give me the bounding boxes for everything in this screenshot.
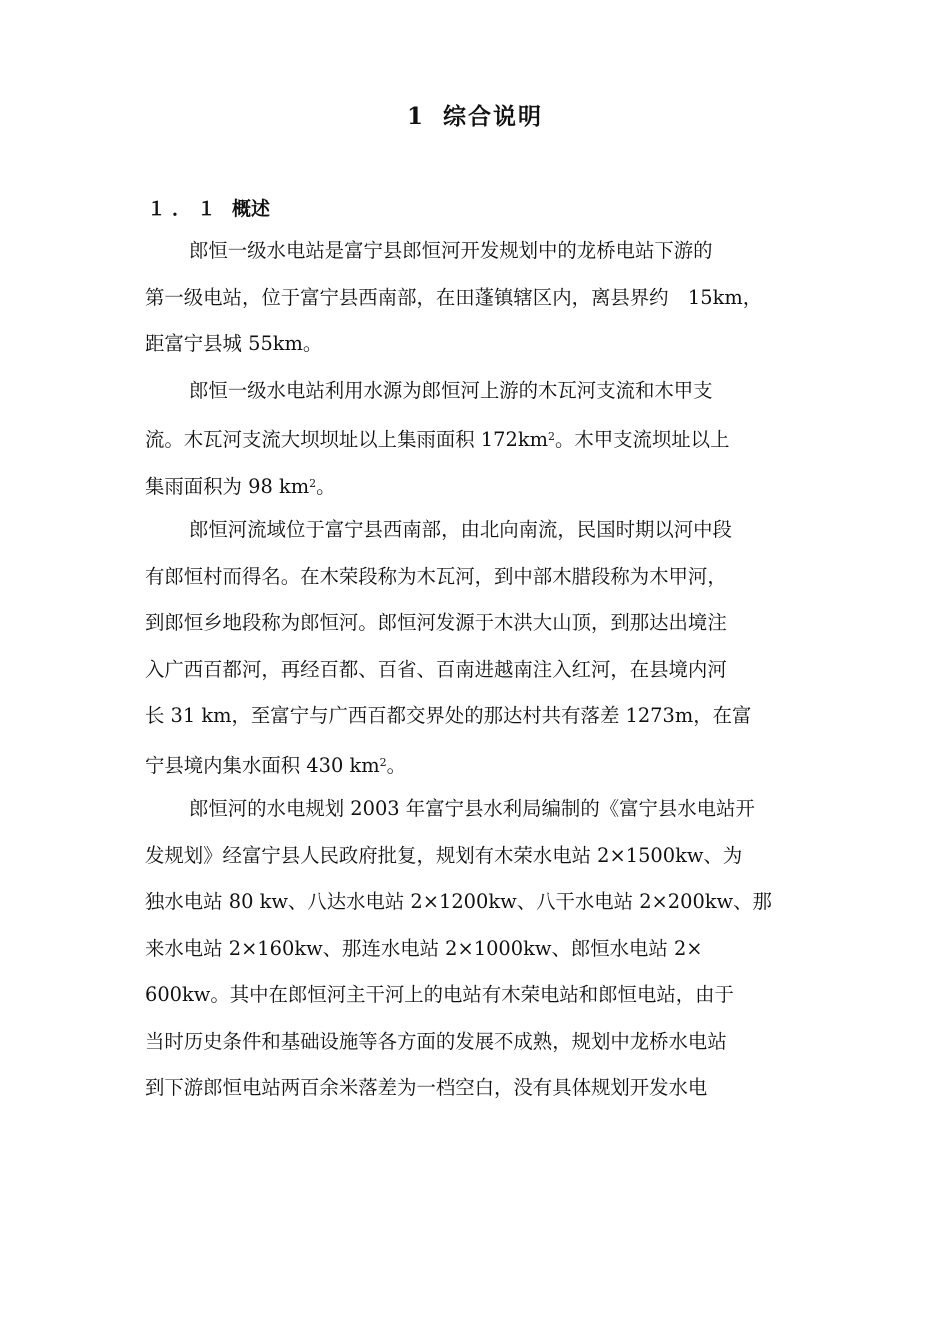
text-line: 发规划》经富宁县人民政府批复，规划有木荣水电站 2×1500kw、为 (145, 843, 743, 867)
body-text (145, 228, 805, 1112)
chapter-title (0, 100, 950, 134)
text-line: 流。木瓦河支流大坝坝址以上集雨面积 $172km^2$。木甲支流坝址以上 (145, 428, 730, 451)
text-line: 郎恒河流域位于富宁县西南部，由北向南流，民国时期以河中段 (189, 518, 732, 541)
text-line: 郎恒一级水电站是富宁县郎恒河开发规划中的龙桥电站下游的 (189, 239, 713, 262)
text-line: 到下游郎恒电站两百余米落差为一档空白，没有具体规划开发水电 (145, 1076, 708, 1099)
chapter-number: 1 (406, 103, 425, 130)
section-heading (147, 195, 270, 223)
text-line: 到郎恒乡地段称为郎恒河。郎恒河发源于木洪大山顶，到那达出境注 (145, 611, 727, 634)
text-line: 独水电站 80 kw、八达水电站 2×1200kw、八干水电站 2×200kw、那 (145, 890, 772, 913)
text-line: 郎恒一级水电站利用水源为郎恒河上游的木瓦河支流和木甲支 (189, 378, 713, 402)
text-line: 当时历史条件和基础设施等各方面的发展不成熟，规划中龙桥水电站 (145, 1029, 727, 1053)
text-line: 600kw。其中在郎恒河主干河上的电站有木荣电站和郎恒电站，由于 (145, 983, 734, 1006)
text-line: 有郎恒村而得名。在木荣段称为木瓦河，到中部木腊段称为木甲河， (145, 564, 727, 588)
text-line: 距富宁县城 55km。 (145, 332, 323, 355)
section-title: 概述 (232, 198, 271, 220)
text-line: 长 31 km，至富宁与广西百都交界处的那达村共有落差 1273m，在富 (145, 704, 752, 727)
section-number: １．１ (147, 198, 223, 220)
text-line: 入广西百都河，再经百都、百省、百南进越南注入红河，在县境内河 (145, 657, 727, 681)
text-line: 第一级电站，位于富宁县西南部，在田蓬镇辖区内，离县界约 15km， (145, 285, 763, 309)
text-line: 宁县境内集水面积 430 $km^2$。 (145, 753, 406, 777)
chapter-title-text: 综合说明 (443, 103, 543, 130)
text-line: 集雨面积为 98 $km^2$。 (145, 474, 336, 498)
text-line: 郎恒河的水电规划 2003 年富宁县水利局编制的《富宁县水电站开 (189, 797, 755, 820)
text-line: 来水电站 2×160kw、那连水电站 2×1000kw、郎恒水电站 2× (145, 936, 703, 960)
